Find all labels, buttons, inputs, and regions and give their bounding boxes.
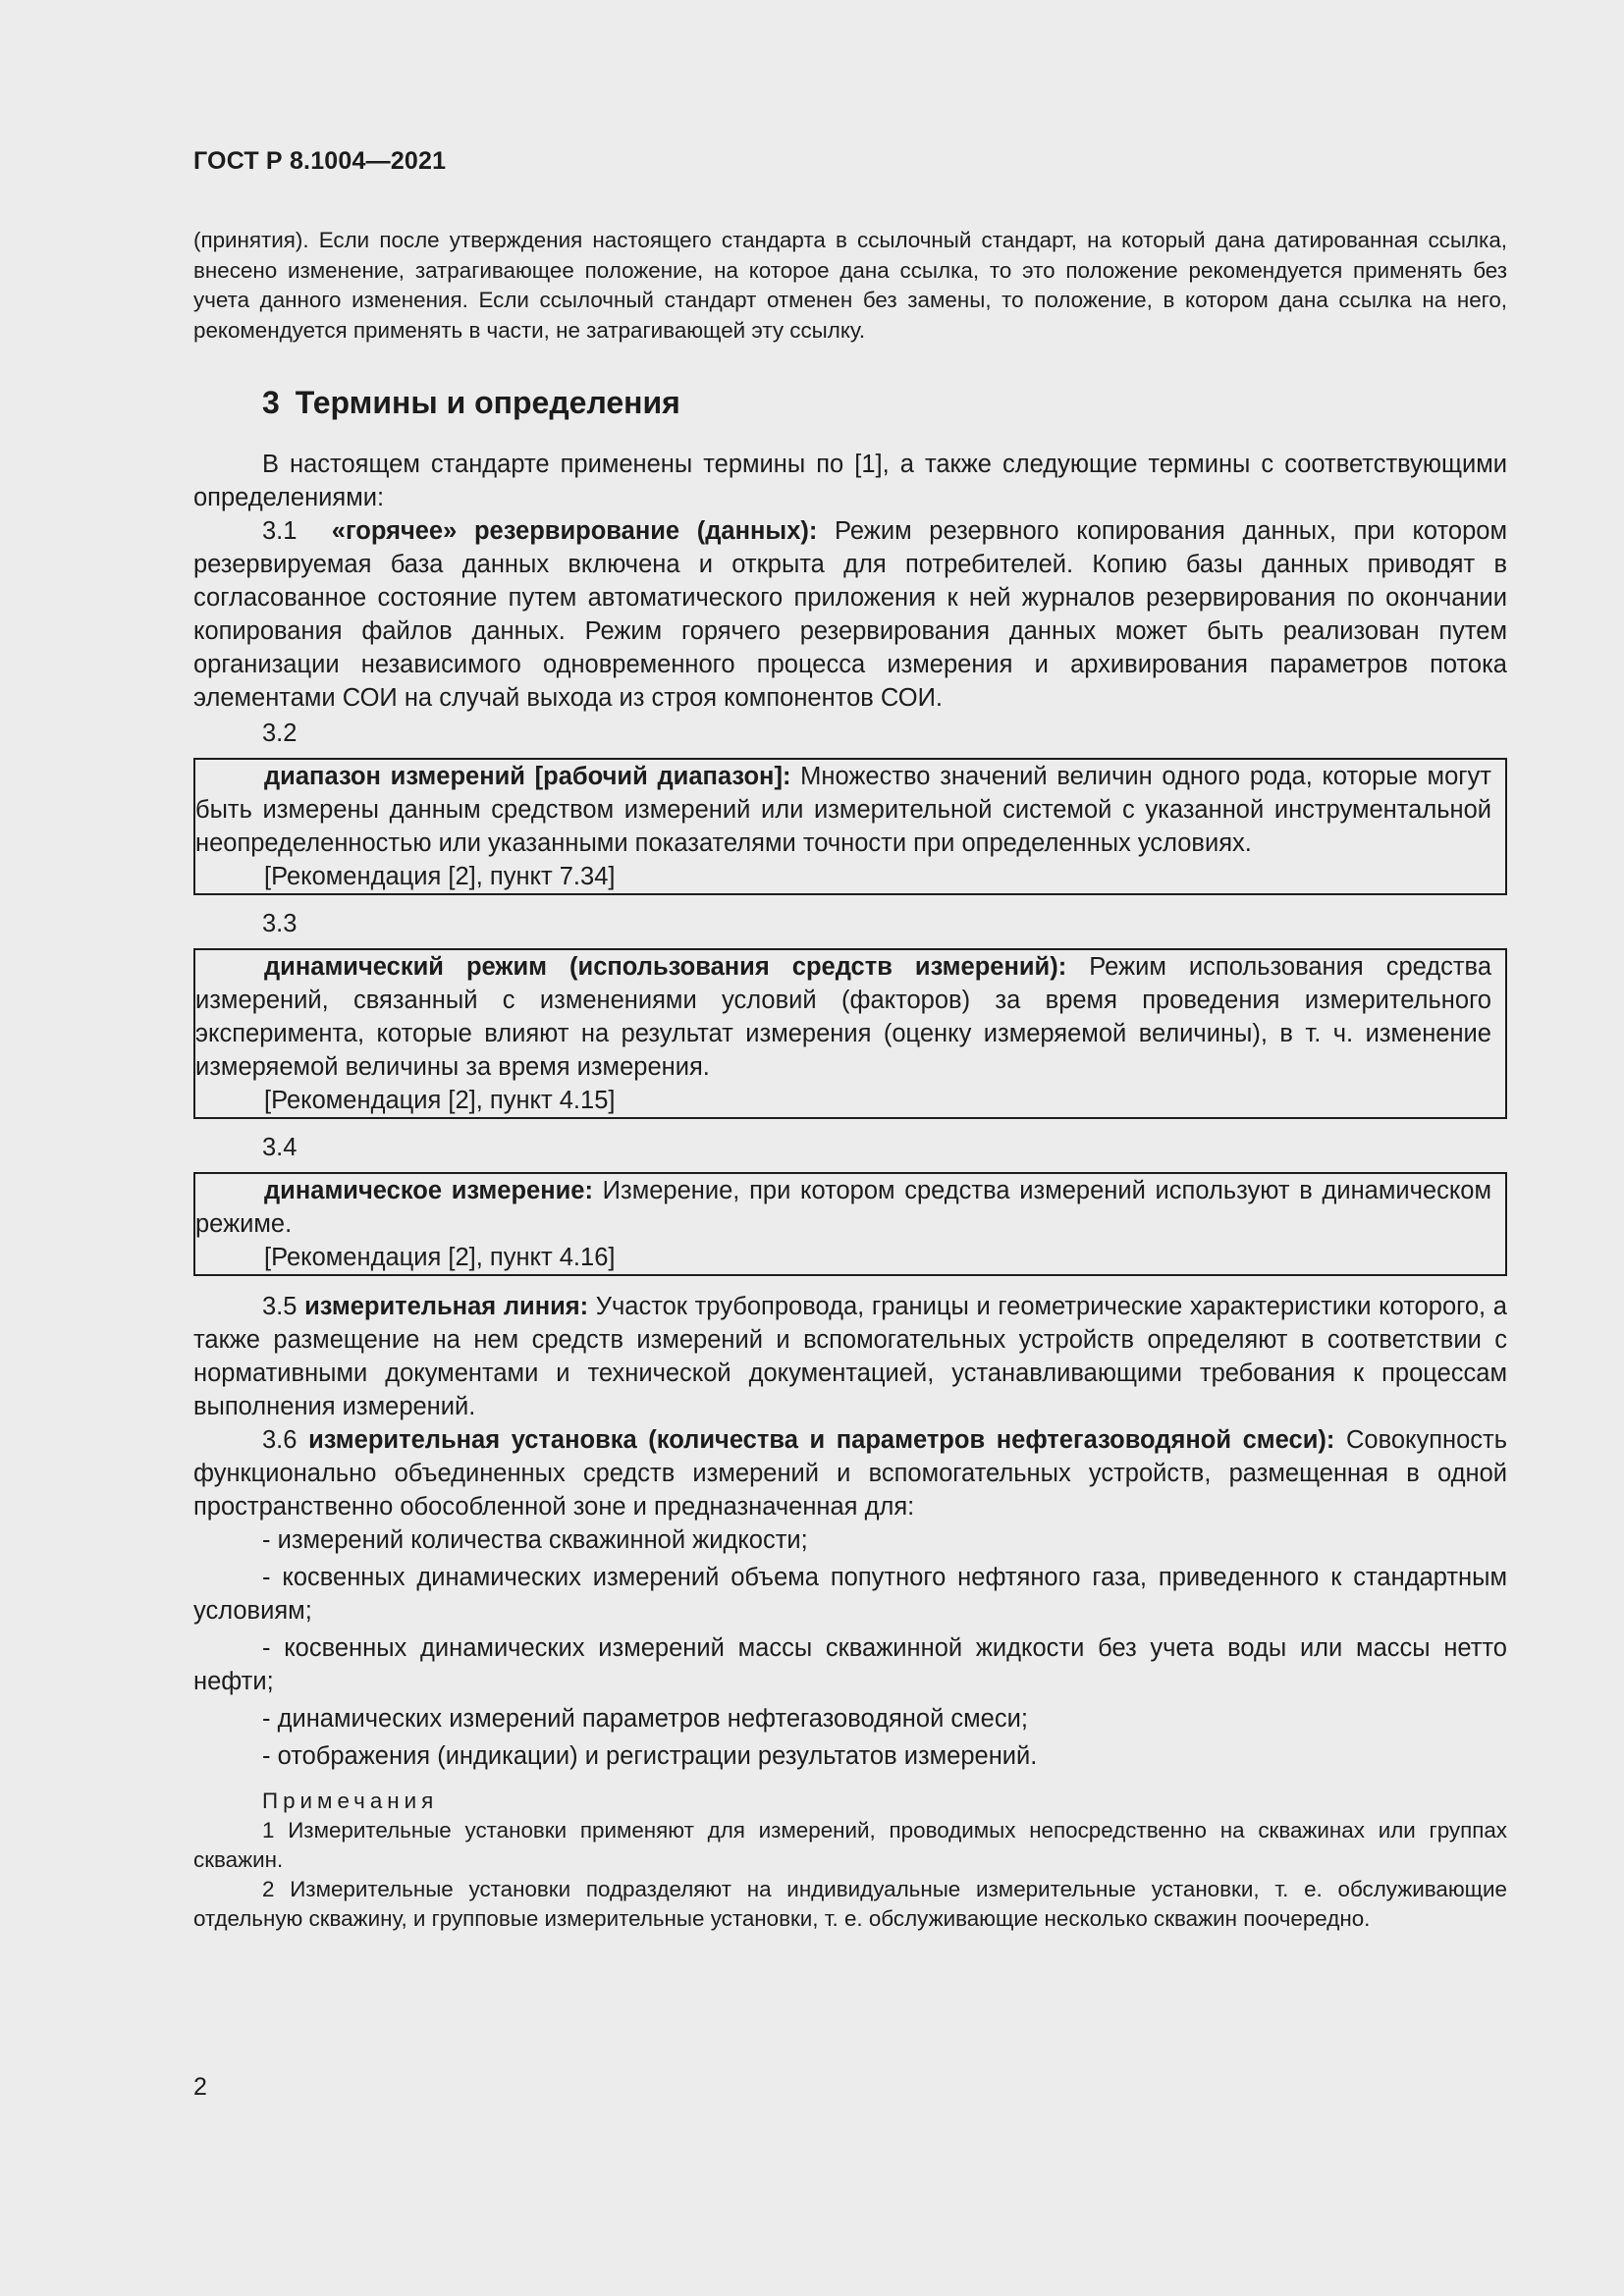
term-name: измерительная установка (количества и параметров нефтегазоводяной смеси): (308, 1426, 1335, 1454)
term-3-2 (195, 760, 1491, 860)
term-definition: Участок трубопровода, границы и геометрические характеристики которого, а также размещение на нем средств измерений и вспомогательных устройств определяют в соответствии с нормативными документами и технической документацией, устанавливающими требования к процессам выполнения измерений. (193, 1293, 1507, 1420)
list-item: - косвенных динамических измерений объема попутного нефтяного газа, приведенного к стандартным условиям; (193, 1564, 1507, 1625)
term-definition: Совокупность функционально объединенных средств измерений и вспомогательных устройств, размещенная в одной пространственно обособленной зоне и предназначенная для: (193, 1426, 1507, 1521)
list-item: - измерений количества скважинной жидкости; (262, 1526, 808, 1554)
term-reference: [Рекомендация [2], пункт 4.16] (264, 1244, 616, 1271)
term-number-3-4: 3.4 (262, 1134, 298, 1161)
term-name: динамический режим (использования средств измерений): (264, 953, 1067, 981)
page-number: 2 (193, 2073, 207, 2101)
term-3-1 (193, 514, 1507, 715)
lead-paragraph: В настоящем стандарте применены термины по [1], а также следующие термины с соответствующими определениями: (193, 451, 1507, 511)
section-title: Термины и определения (295, 385, 680, 420)
term-name: динамическое измерение: (264, 1177, 593, 1204)
term-definition: Измерение, при котором средства измерений используют в динамическом режиме. (195, 1177, 1492, 1238)
term-definition: Множество значений величин одного рода, которые могут быть измерены данным средством измерений или измерительной системой с указанной инструментальной неопределенностью или указанными показателями точности при определенных условиях. (195, 763, 1491, 857)
term-number-3-2: 3.2 (262, 720, 298, 747)
term-3-3 (195, 950, 1491, 1084)
term-reference: [Рекомендация [2], пункт 7.34] (264, 863, 616, 890)
term-box-3-3 (193, 948, 1507, 1119)
term-number: 3.1 (262, 517, 298, 545)
intro-paragraph: (принятия). Если после утверждения настоящего стандарта в ссылочный стандарт, на который дана датированная ссылка, внесено изменение, затрагивающее положение, на которое дана ссылка, то это положение рекомендуется применять без учета данного изменения. Если ссылочный стандарт отменен без замены, то положение, в котором дана ссылка на него, рекомендуется применять в части, не затрагивающей эту ссылку. (193, 228, 1507, 343)
term-3-5 (193, 1290, 1507, 1423)
section-number: 3 (262, 385, 280, 420)
term-number: 3.5 (262, 1293, 298, 1320)
section-body (193, 448, 1507, 1934)
term-reference: [Рекомендация [2], пункт 4.15] (264, 1087, 616, 1114)
term-3-4 (195, 1174, 1491, 1241)
term-number-3-3: 3.3 (262, 910, 298, 937)
note-2: 2 Измерительные установки подразделяют на индивидуальные измерительные установки, т. е. обслуживающие отдельную скважину, и групповые измерительные установки, т. е. обслуживающие несколько скважин поочередно. (193, 1877, 1507, 1931)
notes-block (193, 1787, 1507, 1934)
section-heading (262, 385, 680, 421)
list-item: - косвенных динамических измерений массы скважинной жидкости без учета воды или массы нетто нефти; (193, 1634, 1507, 1695)
term-box-3-2 (193, 758, 1507, 895)
term-name: диапазон измерений [рабочий диапазон]: (264, 763, 791, 790)
term-definition: Режим резервного копирования данных, при котором резервируемая база данных включена и открыта для потребителей. Копию базы данных приводят в согласованное состояние путем автоматического приложения к ней журналов резервирования по окончании копирования файлов данных. Режим горячего резервирования данных может быть реализован путем организации независимого одновременного процесса измерения и архивирования параметров потока элементами СОИ на случай выхода из строя компонентов СОИ. (193, 517, 1507, 712)
term-name: измерительная линия: (304, 1293, 589, 1320)
term-name: «горячее» резервирование (данных): (331, 517, 818, 545)
term-3-6 (193, 1423, 1507, 1523)
term-number: 3.6 (262, 1426, 298, 1454)
document-header: ГОСТ Р 8.1004—2021 (193, 147, 447, 175)
list-item: - динамических измерений параметров нефтегазоводяной смеси; (262, 1705, 1028, 1733)
term-box-3-4 (193, 1172, 1507, 1276)
note-1: 1 Измерительные установки применяют для измерений, проводимых непосредственно на скважинах или группах скважин. (193, 1818, 1507, 1872)
notes-title: Примечания (262, 1789, 439, 1813)
term-definition: Режим использования средства измерений, связанный с изменениями условий (факторов) за время проведения измерительного эксперимента, которые влияют на результат измерения (оценку измеряемой величины), в т. ч. изменение измеряемой величины за время измерения. (195, 953, 1491, 1081)
list-item: - отображения (индикации) и регистрации результатов измерений. (262, 1742, 1038, 1770)
